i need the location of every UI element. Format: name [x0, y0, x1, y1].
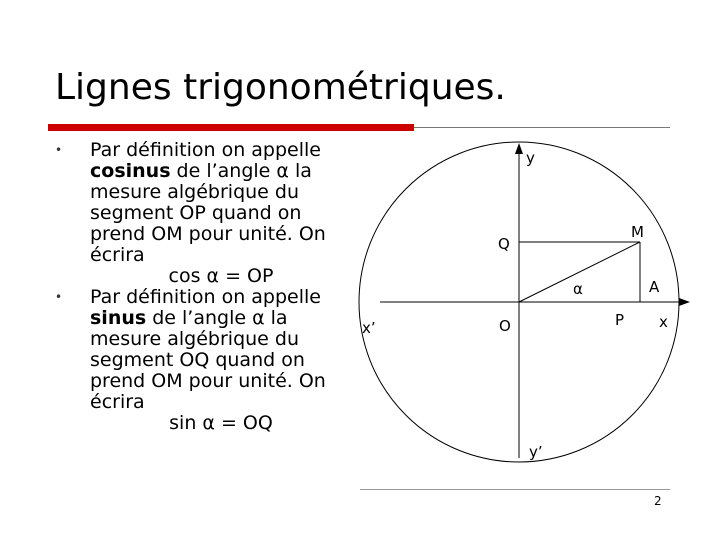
label-x-prime: x’: [362, 319, 376, 337]
bullet-text-pre: Par définition on appelle: [90, 286, 321, 308]
footer-divider: [360, 489, 670, 490]
label-x: x: [659, 313, 668, 331]
x-axis-arrow-icon: [679, 298, 690, 306]
bullet-dot-icon: •: [55, 290, 63, 304]
y-axis-arrow-icon: [515, 143, 523, 154]
label-m: M: [631, 223, 644, 241]
label-y: y: [526, 149, 535, 167]
label-y-prime: y’: [529, 443, 543, 461]
formula-cosinus: cos α = OP: [168, 265, 274, 287]
label-a: A: [649, 278, 660, 296]
label-alpha: α: [573, 280, 583, 298]
slide-title: Lignes trigonométriques.: [55, 67, 506, 108]
label-q: Q: [498, 235, 510, 253]
label-p: P: [615, 311, 625, 329]
bullet-text-pre: Par définition on appelle: [90, 139, 321, 161]
term-cosinus: cosinus: [90, 160, 171, 182]
label-origin: O: [499, 317, 511, 335]
bullet-text-post: de l’angle α la mesure algébrique du segment OP quand on prend OM pour unité. On écrira: [90, 160, 326, 266]
formula-sinus: sin α = OQ: [169, 412, 273, 434]
slide-number: 2: [654, 494, 662, 508]
term-sinus: sinus: [90, 307, 147, 329]
bullet-text-post: de l’angle α la mesure algébrique du segment OQ quand on prend OM pour unité. On écrira: [90, 307, 326, 413]
bullet-dot-icon: •: [55, 143, 63, 157]
